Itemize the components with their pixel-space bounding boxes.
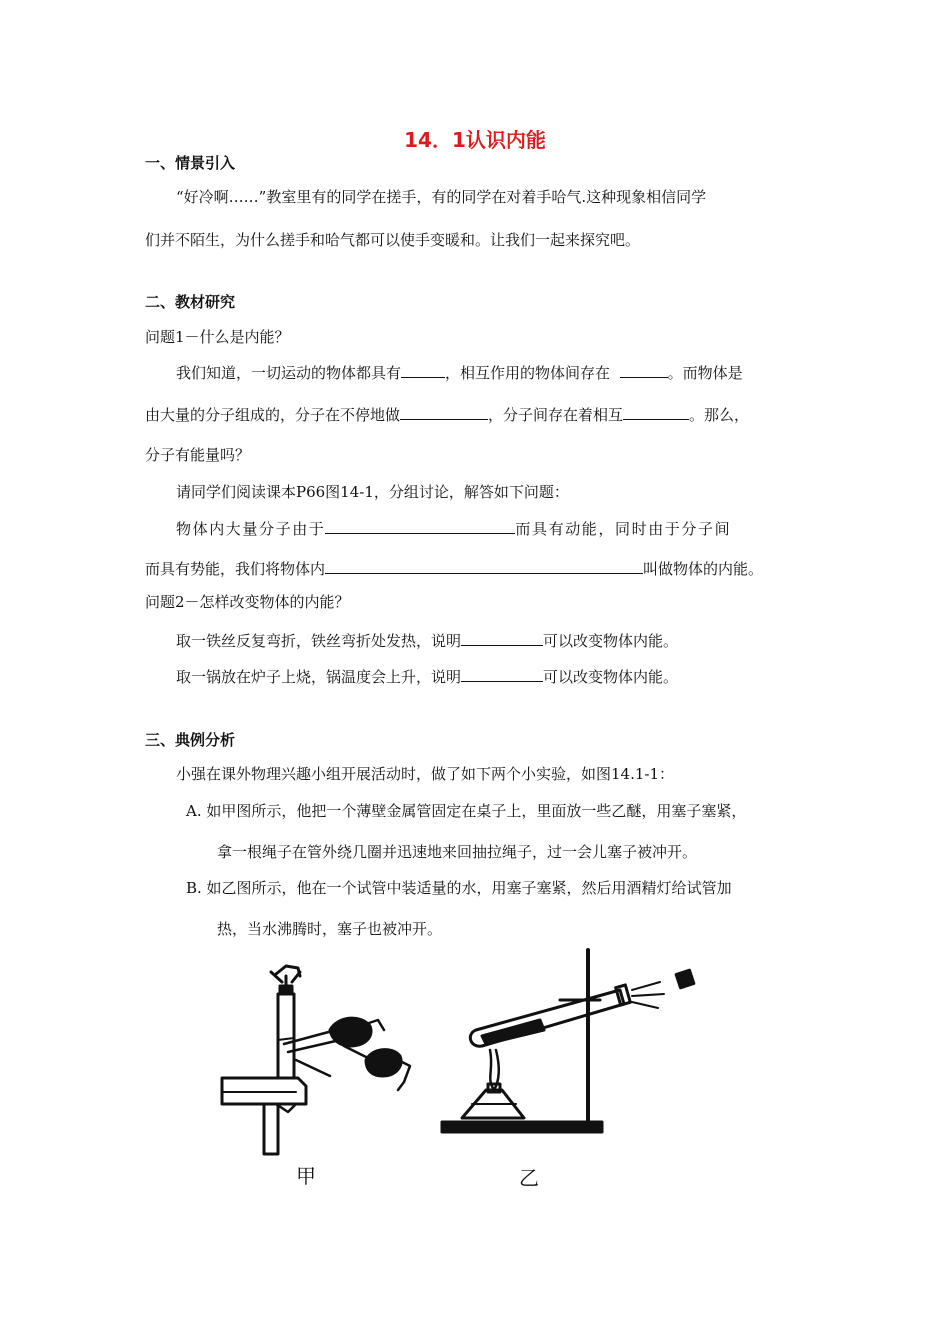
paragraph-line-3: 分子有能量吗？ xyxy=(145,446,251,464)
text-segment: 叫做物体的内能。 xyxy=(643,560,764,578)
text-segment: ，分子间存在着相互 xyxy=(488,406,624,424)
section-heading-intro: 一、情景引入 xyxy=(145,154,236,172)
text-segment: 。那么， xyxy=(689,406,750,424)
section-heading-examples: 三、典例分析 xyxy=(145,731,236,749)
paragraph-intro-line2: 们并不陌生，为什么搓手和哈气都可以使手变暖和。让我们一起来探究吧。 xyxy=(145,231,641,249)
text-segment: 可以改变物体内能。 xyxy=(543,632,679,650)
page-title: 14．1认识内能 xyxy=(404,128,546,152)
text-segment: 我们知道，一切运动的物体都具有 xyxy=(176,364,402,382)
example-b-line1: B. 如乙图所示，他在一个试管中装适量的水，用塞子塞紧，然后用酒精灯给试管加 xyxy=(186,879,732,897)
example-b-line2: 热，当水沸腾时，塞子也被冲开。 xyxy=(217,920,443,938)
example-a-line1: A. 如甲图所示，他把一个薄壁金属管固定在桌子上，里面放一些乙醚，用塞子塞紧， xyxy=(186,802,747,820)
text-segment: 而具有势能，我们将物体内 xyxy=(145,560,326,578)
question-1-title: 问题1－什么是内能？ xyxy=(145,328,290,346)
text-segment: 由大量的分子组成的，分子在不停地做 xyxy=(145,406,401,424)
test-tube-apparatus xyxy=(442,950,694,1132)
text-segment: ，相互作用的物体间存在 xyxy=(445,364,611,382)
text-segment: 而具有动能，同时由于分子间 xyxy=(515,520,732,538)
example-a-line2: 拿一根绳子在管外绕几圈并迅速地来回抽拉绳子，过一会儿塞子被冲开。 xyxy=(217,843,698,861)
figure-caption-left: 甲 xyxy=(296,1164,316,1188)
text-segment: 物体内大量分子由于 xyxy=(176,520,326,538)
paragraph-intro-line1: “好冷啊……”教室里有的同学在搓手，有的同学在对着手哈气.这种现象相信同学 xyxy=(176,188,707,206)
example-intro: 小强在课外物理兴趣小组开展活动时，做了如下两个小实验，如图14.1-1： xyxy=(176,765,675,783)
text-segment: 取一铁丝反复弯折，铁丝弯折处发热，说明 xyxy=(176,632,462,650)
question-2-title: 问题2－怎样改变物体的内能？ xyxy=(145,593,350,611)
tube-rope-apparatus xyxy=(222,966,410,1154)
section-heading-study: 二、教材研究 xyxy=(145,293,236,311)
text-segment: 可以改变物体内能。 xyxy=(543,668,679,686)
paragraph-line-4: 请同学们阅读课本P66图14-1，分组讨论，解答如下问题： xyxy=(176,483,569,501)
figure-caption-right: 乙 xyxy=(519,1166,539,1190)
text-segment: 。而物体是 xyxy=(667,364,743,382)
text-segment: 取一锅放在炉子上烧，锅温度会上升，说明 xyxy=(176,668,462,686)
